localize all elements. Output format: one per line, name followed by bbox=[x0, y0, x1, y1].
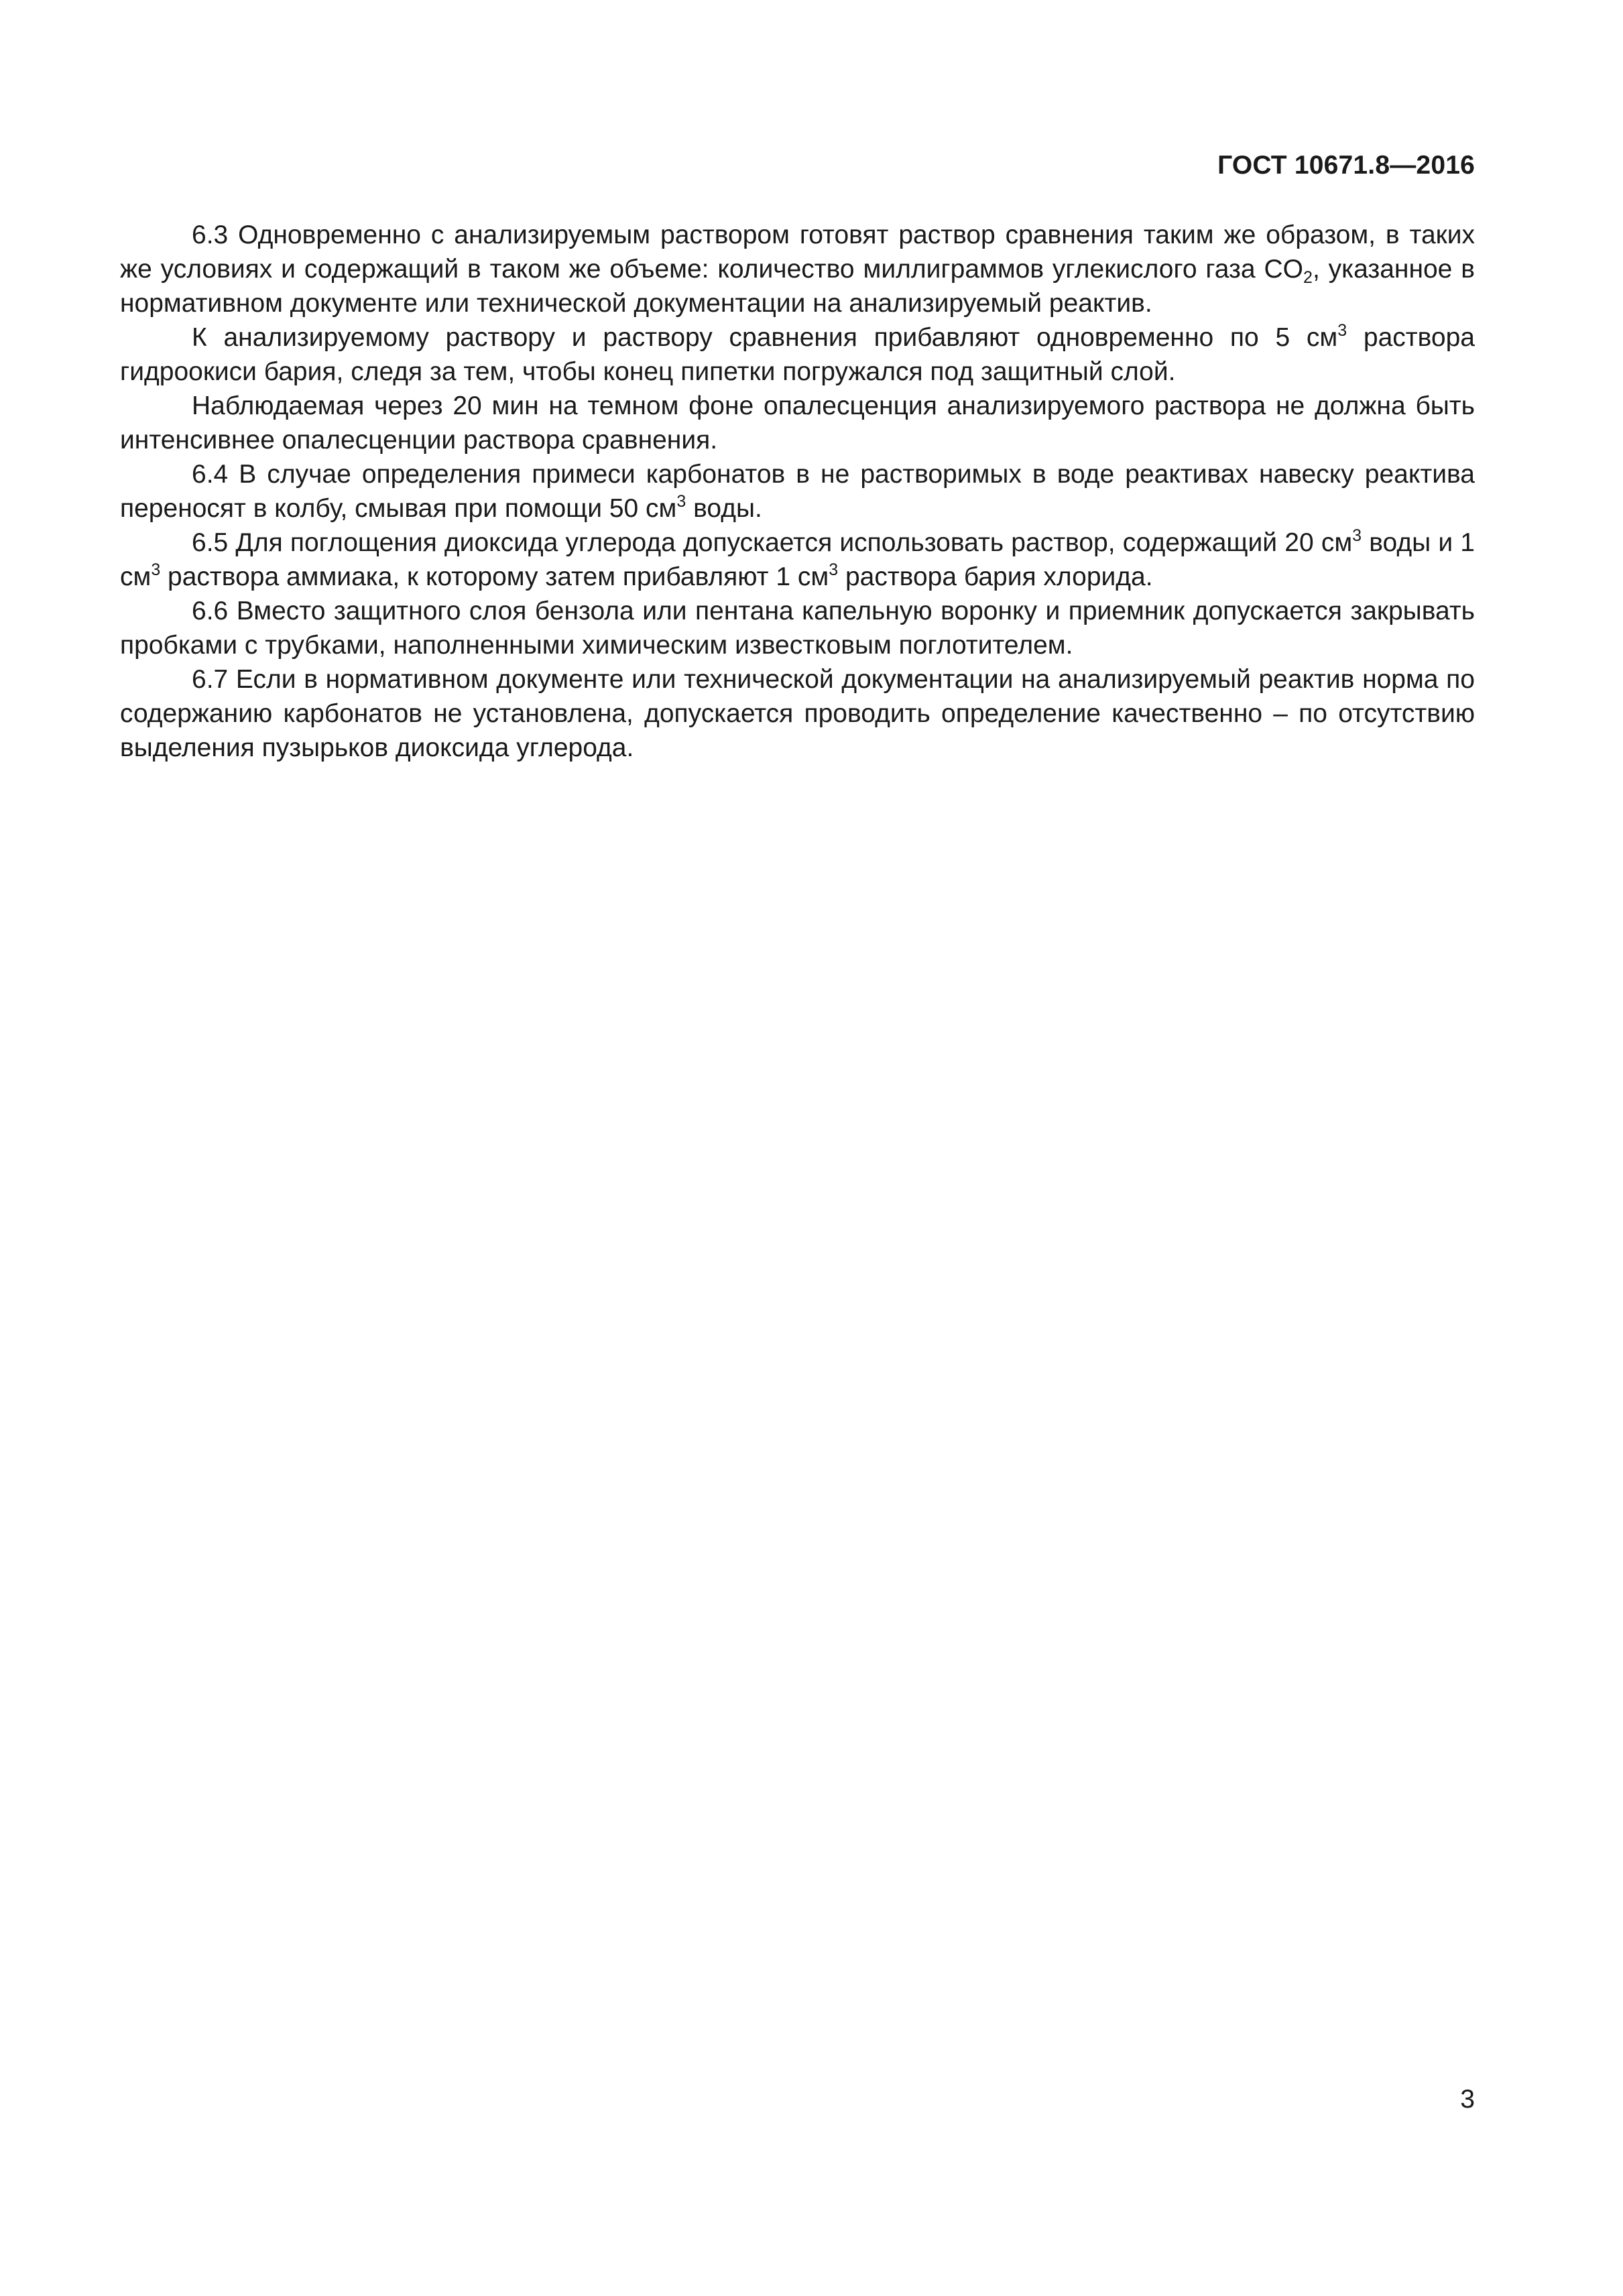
page-number: 3 bbox=[1460, 2085, 1475, 2114]
paragraph-6-7: 6.7 Если в нормативном документе или технической документации на анализируемый реактив норма по содержанию карбонатов не установлена, допускается проводить определение качественно – по отсутствию выделения пузырьков диоксида углерода. bbox=[120, 665, 1475, 762]
paragraph-6-3-reagent-addition: К анализируемому раствору и раствору сравнения прибавляют одновременно по 5 $см^3$ раствора гидроокиси бария, следя за тем, чтобы конец пипетки погружался под защитный слой. bbox=[120, 321, 1475, 386]
paragraph-6-6: 6.6 Вместо защитного слоя бензола или пентана капельную воронку и приемник допускается закрывать пробками с трубками, наполненными химическим известковым поглотителем. bbox=[120, 597, 1475, 660]
paragraph-6-3: 6.3 Одновременно с анализируемым раствором готовят раствор сравнения таким же образом, в таких же условиях и содержащий в таком же объеме: количество миллиграммов углекислого газа $CO_2$, указанное в нормативном документе или технической документации на анализируемый реактив. bbox=[120, 221, 1475, 318]
paragraph-6-4: 6.4 В случае определения примеси карбонатов в не растворимых в воде реактивах навеску реактива переносят в колбу, смывая при помощи 50 $см^3$ воды. bbox=[120, 460, 1475, 523]
paragraph-6-5: 6.5 Для поглощения диоксида углерода допускается использовать раствор, содержащий 20 $см^3$ воды и 1 $см^3$ раствора аммиака, к которому затем прибавляют 1 $см^3$ раствора бария хлорида. bbox=[120, 526, 1475, 591]
paragraph-6-3-observation: Наблюдаемая через 20 мин на темном фоне опалесценция анализируемого раствора не должна быть интенсивнее опалесценции раствора сравнения. bbox=[120, 391, 1475, 455]
document-body bbox=[120, 218, 1475, 765]
standard-header: ГОСТ 10671.8—2016 bbox=[1217, 151, 1475, 180]
